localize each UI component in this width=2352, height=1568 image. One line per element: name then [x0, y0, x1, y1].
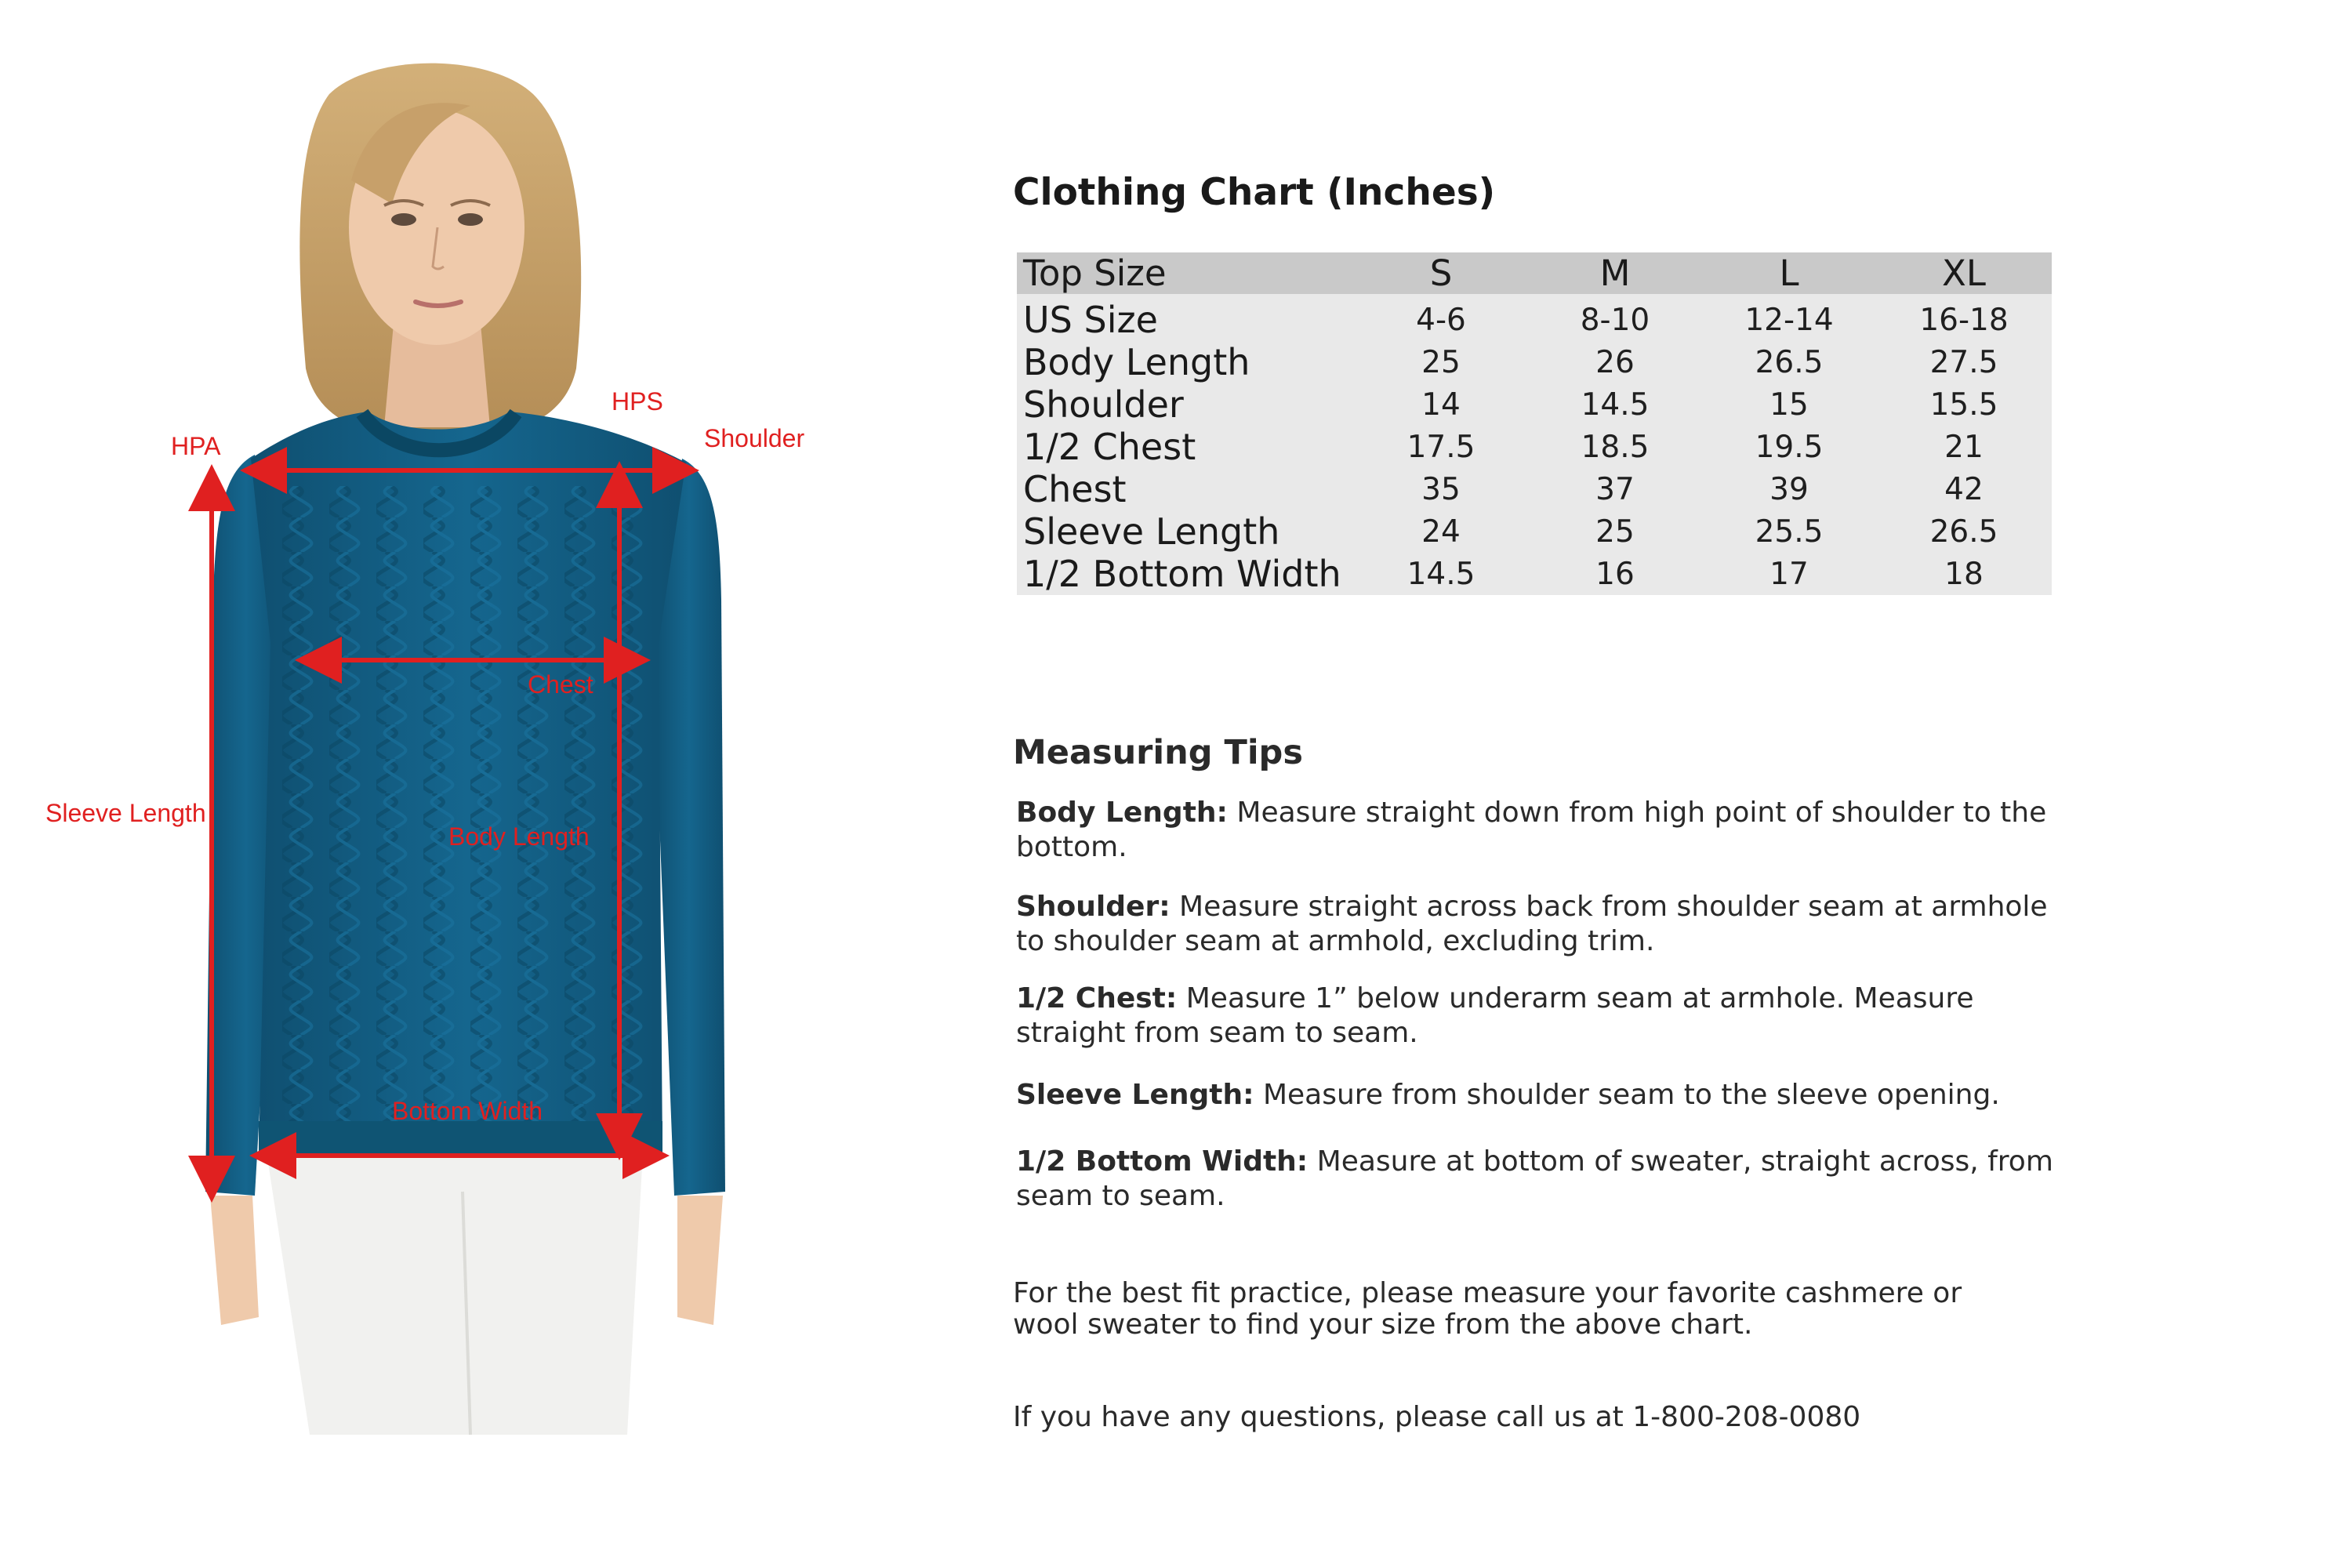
row-label: 1/2 Bottom Width: [1017, 553, 1354, 595]
table-cell: 4-6: [1354, 294, 1528, 341]
fit-note: For the best fit practice, please measure your favorite cashmere or wool sweater to find your size from the above chart.: [1013, 1277, 1962, 1341]
table-cell: 18.5: [1528, 426, 1702, 468]
header-top-size: Top Size: [1017, 252, 1354, 294]
header-size-m: M: [1528, 252, 1702, 294]
callout-shoulder: Shoulder: [704, 424, 805, 452]
table-cell: 25.5: [1702, 510, 1876, 553]
tip-sleeve-length: [1016, 1078, 2059, 1112]
table-cell: 16-18: [1876, 294, 2052, 341]
callout-sleeve-length: Sleeve Length: [45, 799, 206, 827]
tip-text: Measure at bottom of sweater, straight across, from seam to seam.: [1016, 1145, 2053, 1212]
table-cell: 14: [1354, 383, 1528, 426]
row-label: Chest: [1017, 468, 1354, 510]
table-row: [1017, 468, 2052, 510]
table-cell: 26.5: [1876, 510, 2052, 553]
table-cell: 12-14: [1702, 294, 1876, 341]
callout-bottom-width: Bottom Width: [392, 1097, 543, 1125]
callout-chest: Chest: [528, 670, 593, 699]
tip-text: Measure from shoulder seam to the sleeve opening.: [1262, 1079, 2000, 1111]
table-cell: 21: [1876, 426, 2052, 468]
chart-title: Clothing Chart (Inches): [1013, 171, 1496, 214]
tip-half-chest: [1016, 982, 2059, 1051]
size-chart-table: [1017, 252, 2052, 595]
table-row: [1017, 510, 2052, 553]
table-cell: 15: [1702, 383, 1876, 426]
table-cell: 17.5: [1354, 426, 1528, 468]
table-row: [1017, 553, 2052, 595]
table-cell: 25: [1528, 510, 1702, 553]
callout-body-length: Body Length: [448, 822, 590, 851]
table-cell: 18: [1876, 553, 2052, 595]
contact-note: If you have any questions, please call us at 1-800-208-0080: [1013, 1401, 1861, 1433]
table-row: [1017, 341, 2052, 383]
table-cell: 25: [1354, 341, 1528, 383]
table-row: [1017, 426, 2052, 468]
header-size-s: S: [1354, 252, 1528, 294]
table-cell: 15.5: [1876, 383, 2052, 426]
table-cell: 37: [1528, 468, 1702, 510]
table-cell: 26: [1528, 341, 1702, 383]
tip-text: Measure straight across back from shoulder seam at armhole to shoulder seam at armhold, excluding trim.: [1016, 891, 2048, 957]
model-trousers: [267, 1152, 643, 1435]
row-label: Shoulder: [1017, 383, 1354, 426]
row-label: 1/2 Chest: [1017, 426, 1354, 468]
tip-body-length: [1016, 796, 2059, 865]
table-cell: 35: [1354, 468, 1528, 510]
tip-shoulder: [1016, 890, 2059, 959]
tip-text: Measure 1” below underarm seam at armhole. Measure straight from seam to seam.: [1016, 982, 1974, 1049]
tip-half-bottom-width: [1016, 1145, 2059, 1214]
tip-label: Sleeve Length:: [1016, 1079, 1254, 1111]
row-label: US Size: [1017, 294, 1354, 341]
row-label: Sleeve Length: [1017, 510, 1354, 553]
row-label: Body Length: [1017, 341, 1354, 383]
header-size-xl: XL: [1876, 252, 2052, 294]
table-cell: 14.5: [1528, 383, 1702, 426]
model-measurement-illustration: [0, 0, 909, 1490]
header-size-l: L: [1702, 252, 1876, 294]
tip-label: Shoulder:: [1016, 891, 1171, 923]
callout-hpa: HPA: [171, 432, 221, 460]
tip-label: 1/2 Chest:: [1016, 982, 1178, 1014]
table-cell: 16: [1528, 553, 1702, 595]
table-cell: 8-10: [1528, 294, 1702, 341]
table-cell: 19.5: [1702, 426, 1876, 468]
callout-hps: HPS: [612, 387, 663, 416]
tip-text: Measure straight down from high point of shoulder to the bottom.: [1016, 797, 2047, 863]
table-cell: 24: [1354, 510, 1528, 553]
table-row: [1017, 383, 2052, 426]
table-row: [1017, 294, 2052, 341]
table-cell: 39: [1702, 468, 1876, 510]
table-header-row: [1017, 252, 2052, 294]
tips-title: Measuring Tips: [1013, 733, 1303, 772]
table-cell: 27.5: [1876, 341, 2052, 383]
tip-label: 1/2 Bottom Width:: [1016, 1145, 1308, 1178]
tip-label: Body Length:: [1016, 797, 1228, 829]
table-cell: 17: [1702, 553, 1876, 595]
table-cell: 42: [1876, 468, 2052, 510]
table-cell: 26.5: [1702, 341, 1876, 383]
table-cell: 14.5: [1354, 553, 1528, 595]
